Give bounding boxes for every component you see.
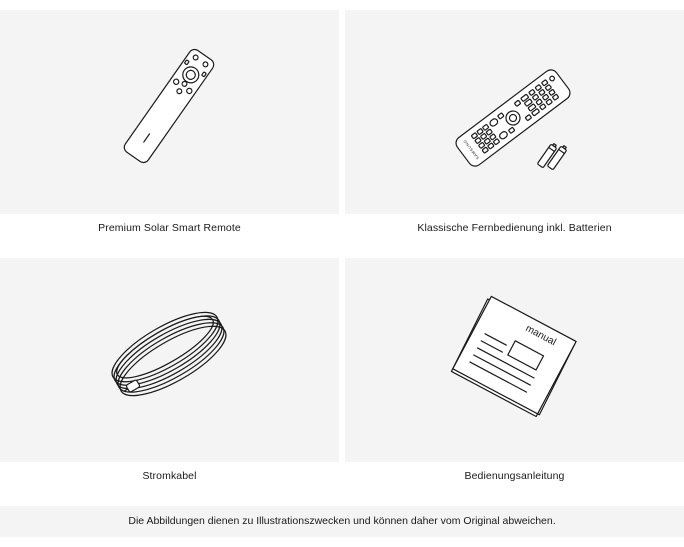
tile-classic-remote <box>345 10 684 214</box>
tile-power-cable <box>0 258 339 462</box>
disclaimer-text: Die Abbildungen dienen zu Illustrationszwecken und können daher vom Original abweichen. <box>128 515 556 527</box>
caption-smart-remote: Premium Solar Smart Remote <box>98 222 241 234</box>
manual-icon <box>345 258 684 462</box>
caption-power-cable: Stromkabel <box>142 470 197 482</box>
tile-manual <box>345 258 684 462</box>
caption-manual: Bedienungsanleitung <box>464 470 565 482</box>
smart-remote-icon <box>0 10 339 214</box>
tile-smart-remote <box>0 10 339 214</box>
disclaimer-bar <box>0 506 684 537</box>
classic-remote-with-batteries-icon <box>345 10 684 214</box>
power-cable-icon <box>0 258 339 462</box>
manual-cover-text: manual <box>523 323 558 349</box>
remote-brand-label: SAMSUNG <box>461 138 481 161</box>
caption-classic-remote: Klassische Fernbedienung inkl. Batterien <box>417 222 612 234</box>
